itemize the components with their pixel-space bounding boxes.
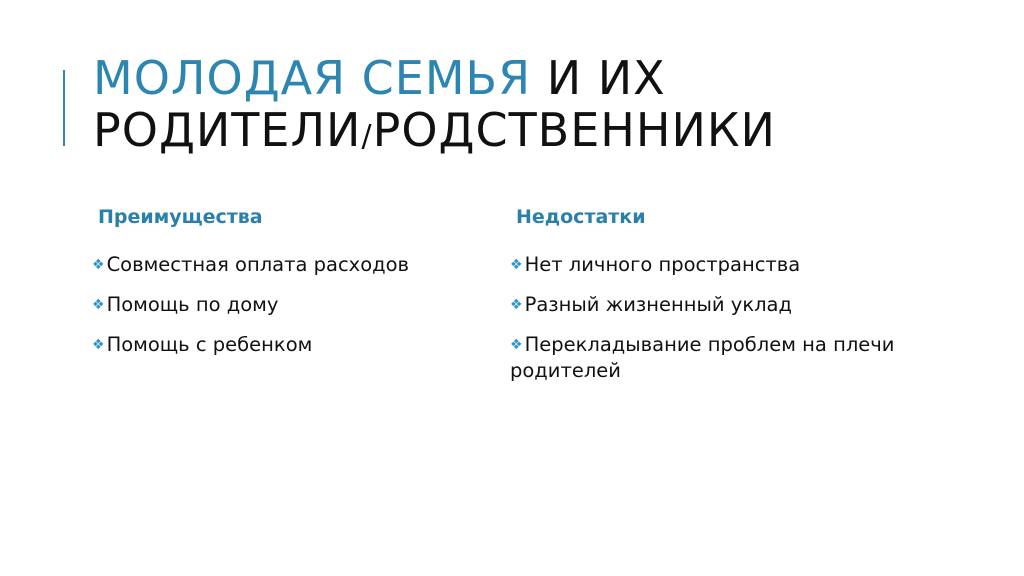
list-item xyxy=(510,332,910,384)
list-item xyxy=(92,292,492,318)
title-part: РОДИТЕЛИ xyxy=(93,103,362,157)
diamond-bullet-icon: ❖ xyxy=(510,297,523,313)
list-item-text: Перекладывание проблем на плечи родителей xyxy=(510,333,895,382)
list-item-text: Помощь по дому xyxy=(106,293,279,316)
title-slash: / xyxy=(361,119,373,154)
title-part: РОДСТВЕННИКИ xyxy=(372,103,776,157)
slide-title xyxy=(93,52,993,163)
list-item xyxy=(92,252,492,278)
diamond-bullet-icon: ❖ xyxy=(510,257,523,273)
list-item-text: Помощь с ребенком xyxy=(106,333,313,356)
disadvantages-heading: Недостатки xyxy=(516,206,646,228)
list-item-text: Совместная оплата расходов xyxy=(106,253,410,276)
diamond-bullet-icon: ❖ xyxy=(92,297,105,313)
diamond-bullet-icon: ❖ xyxy=(510,337,523,353)
title-part: И ИХ xyxy=(531,51,666,105)
list-item xyxy=(92,332,492,358)
list-item-text: Разный жизненный уклад xyxy=(524,293,792,316)
list-item xyxy=(510,292,910,318)
title-highlight: МОЛОДАЯ СЕМЬЯ xyxy=(93,51,532,105)
list-item-text: Нет личного пространства xyxy=(524,253,801,276)
advantages-list xyxy=(92,252,492,372)
list-item xyxy=(510,252,910,278)
diamond-bullet-icon: ❖ xyxy=(92,337,105,353)
accent-bar xyxy=(63,70,65,146)
advantages-heading: Преимущества xyxy=(98,206,263,228)
disadvantages-list xyxy=(510,252,910,398)
diamond-bullet-icon: ❖ xyxy=(92,257,105,273)
